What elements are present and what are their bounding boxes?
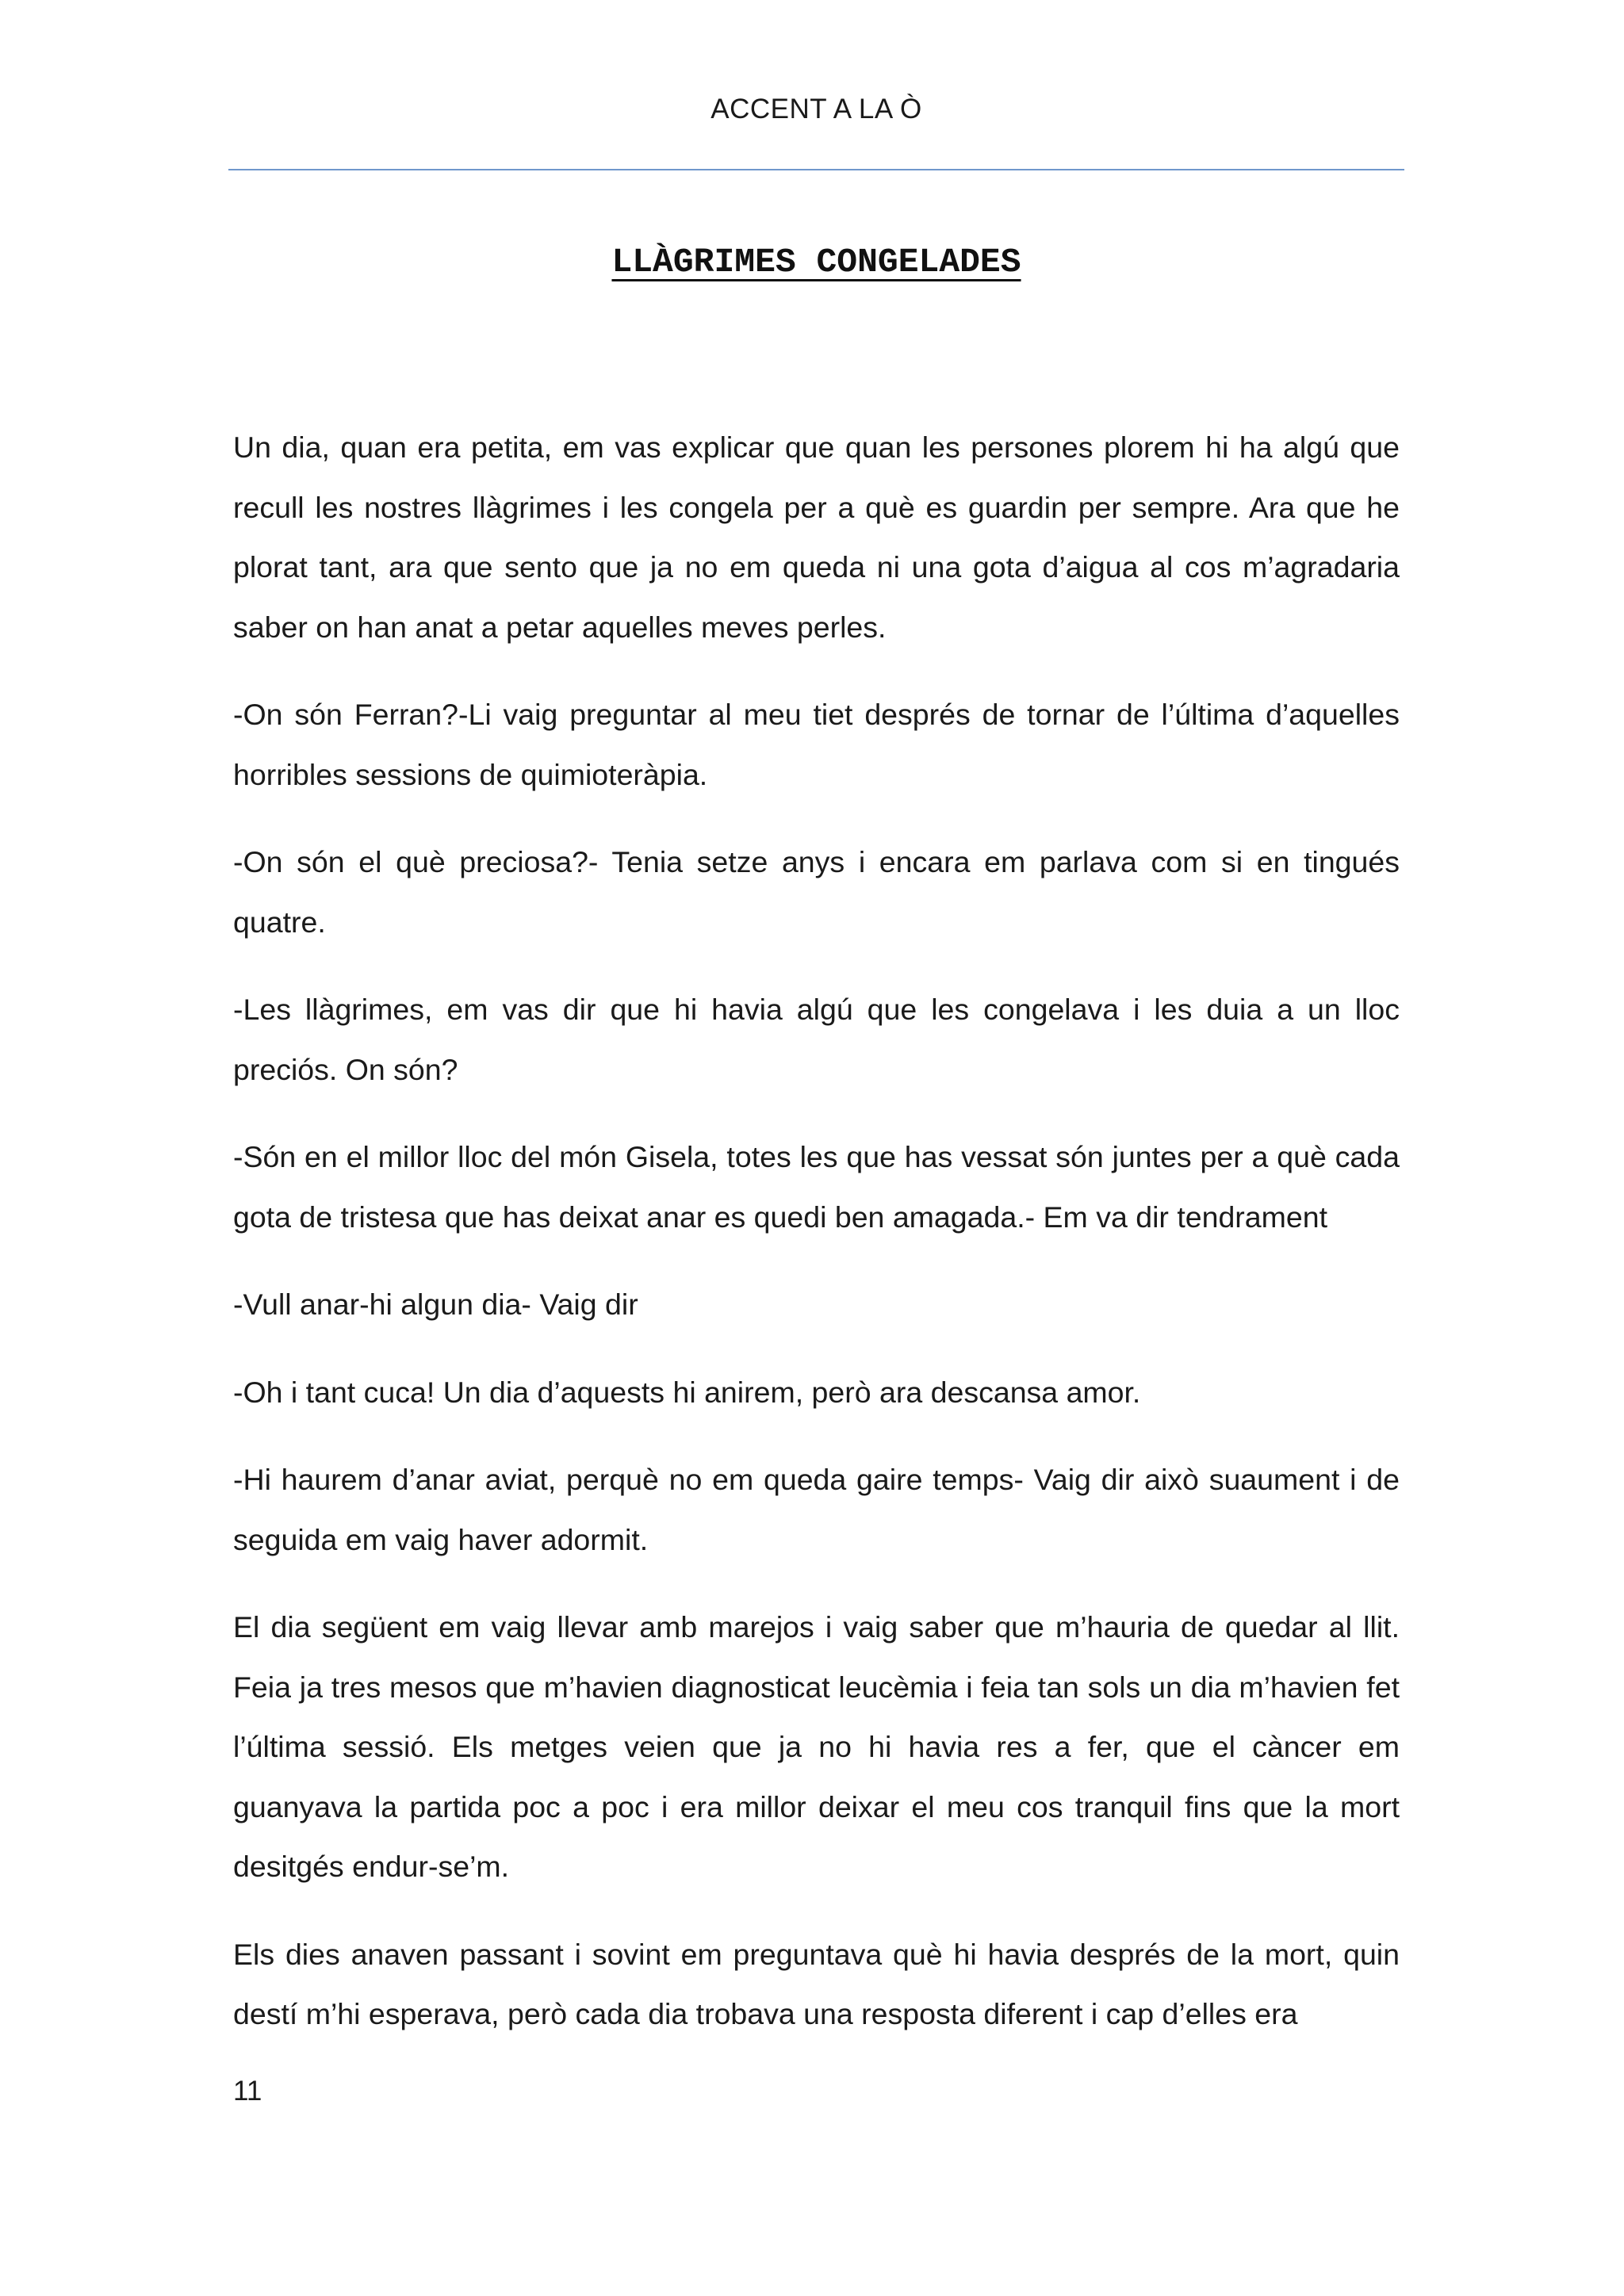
paragraph: Un dia, quan era petita, em vas explicar que quan les persones plorem hi ha algú que recull les nostres llàgrimes i les congela per a què es guardin per sempre. Ara que he plorat tant, ara que sento que ja no em queda ni una gota d’aigua al cos m’agradaria saber on han anat a petar aquelles meves perles. xyxy=(233,430,1400,644)
header-divider xyxy=(228,169,1404,170)
paragraph: -On són el què preciosa?- Tenia setze anys i encara em parlava com si en tingués quatre. xyxy=(233,845,1400,939)
story-title xyxy=(228,243,1404,281)
paragraph: El dia següent em vaig llevar amb marejos i vaig saber que m’hauria de quedar al llit. Feia ja tres mesos que m’havien diagnosticat leucèmia i feia tan sols un dia m’havien fet l’última sessió. Els metges veien que ja no hi havia res a fer, que el càncer em guanyava la partida poc a poc i era millor deixar el meu cos tranquil fins que la mort desitgés endur-se’m. xyxy=(233,1610,1400,1883)
story-body xyxy=(233,418,1400,2072)
running-header: ACCENT A LA Ò xyxy=(710,94,922,124)
paragraph: -Les llàgrimes, em vas dir que hi havia algú que les congelava i les duia a un lloc preciós. On són? xyxy=(233,993,1400,1086)
paragraph: -Vull anar-hi algun dia- Vaig dir xyxy=(233,1288,638,1321)
paragraph: -On són Ferran?-Li vaig preguntar al meu tiet després de tornar de l’última d’aquelles horribles sessions de quimioteràpia. xyxy=(233,698,1400,791)
paragraph: -Hi haurem d’anar aviat, perquè no em queda gaire temps- Vaig dir això suaument i de seguida em vaig haver adormit. xyxy=(233,1463,1400,1556)
paragraph: -Són en el millor lloc del món Gisela, totes les que has vessat són juntes per a què cada gota de tristesa que has deixat anar es quedi ben amagada.- Em va dir tendrament xyxy=(233,1140,1400,1234)
paragraph: -Oh i tant cuca! Un dia d’aquests hi anirem, però ara descansa amor. xyxy=(233,1375,1141,1409)
story-title-text: LLÀGRIMES CONGELADES xyxy=(611,243,1021,281)
paragraph: Els dies anaven passant i sovint em preguntava què hi havia després de la mort, quin destí m’hi esperava, però cada dia trobava una resposta diferent i cap d’elles era xyxy=(233,1937,1400,2030)
page-number: 11 xyxy=(233,2076,262,2107)
